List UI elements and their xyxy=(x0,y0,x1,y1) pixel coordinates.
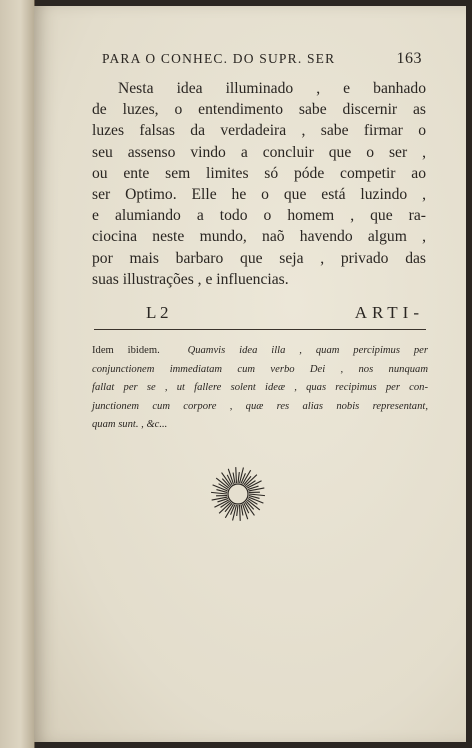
signature-row xyxy=(146,303,424,323)
footnote-line: fallat per se , ut fallere solent ideæ , quas recipimus per con- xyxy=(92,382,428,394)
body-line: e alumiando a todo o homem , que ra- xyxy=(92,207,426,225)
book-page xyxy=(34,6,466,742)
catchword: ARTI- xyxy=(354,303,424,322)
signature-mark: L 2 xyxy=(146,303,169,322)
body-line: ou ente sem limites só póde competir ao xyxy=(92,164,426,182)
body-line: ciocina neste mundo, naõ havendo algum , xyxy=(92,228,426,246)
body-line: seu assenso vindo a concluir que o ser , xyxy=(92,143,426,161)
body-line: ser Optimo. Elle he o que está luzindo , xyxy=(92,186,426,204)
running-header xyxy=(102,50,422,68)
body-text xyxy=(92,78,426,290)
body-line: de luzes, o entendimento sabe discernir as xyxy=(92,101,426,119)
page-number: 163 xyxy=(396,50,422,67)
body-line: por mais barbaro que seja , privado das xyxy=(92,249,426,267)
footnote-rule xyxy=(94,329,426,330)
footnote xyxy=(92,342,428,435)
footnote-line: conjunctionem immediatam cum verbo Dei , nos nunquam xyxy=(92,363,428,375)
footnote-line: quam sunt. , &c... xyxy=(92,419,168,431)
running-head: PARA O CONHEC. DO SUPR. SER xyxy=(102,51,336,66)
footnote-lead: Idem ibidem. xyxy=(92,345,160,356)
body-line: suas illustrações , e influencias. xyxy=(92,270,289,288)
body-line: Nesta idea illuminado , e banhado xyxy=(118,80,426,97)
footnote-text: Quamvis idea illa , quam percipimus per xyxy=(187,345,428,356)
footnote-line xyxy=(92,342,428,361)
sunburst-ornament-icon xyxy=(208,464,268,524)
footnote-line: junctionem cum corpore , quæ res alias nobis representant, xyxy=(92,400,428,412)
body-line: luzes falsas da verdadeira , sabe firmar o xyxy=(92,122,426,140)
left-page-edge xyxy=(0,0,35,748)
